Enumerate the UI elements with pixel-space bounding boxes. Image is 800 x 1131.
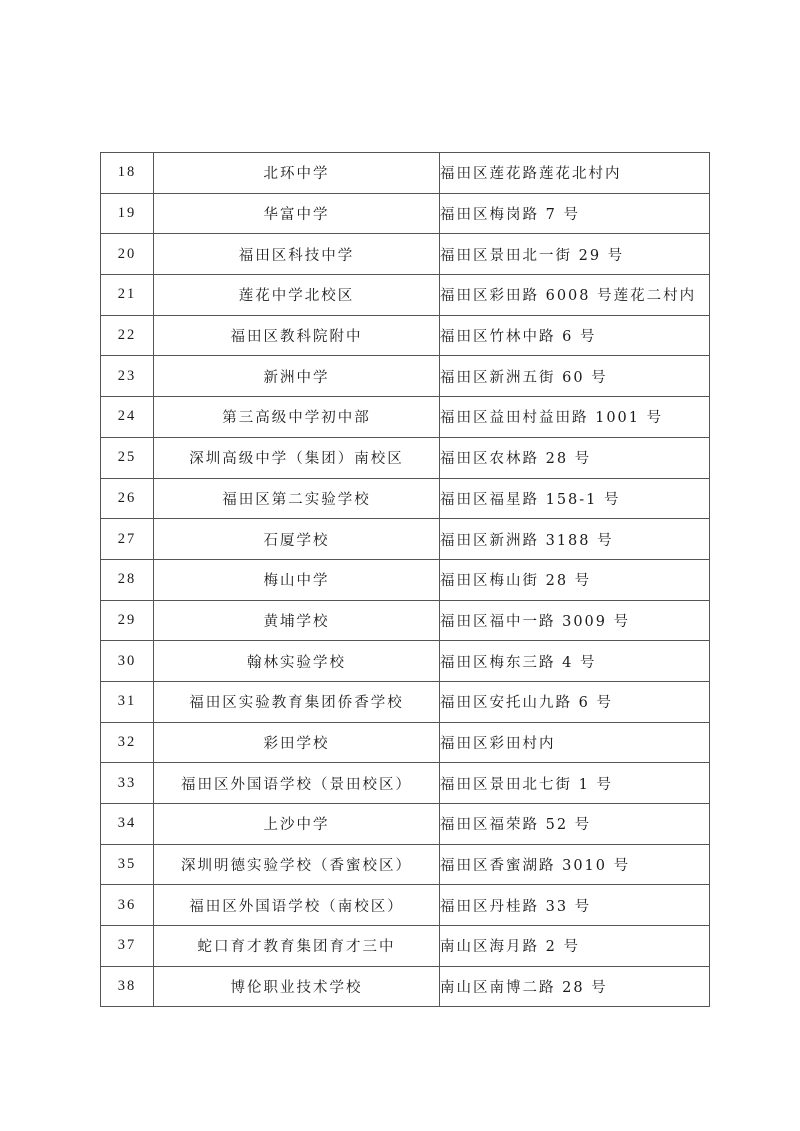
table-row — [101, 926, 710, 967]
school-name: 深圳高级中学（集团）南校区 — [154, 437, 440, 478]
school-name: 福田区外国语学校（景田校区） — [154, 763, 440, 804]
school-address: 福田区梅山街 28 号 — [440, 559, 710, 600]
table-row — [101, 478, 710, 519]
school-address: 福田区益田村益田路 1001 号 — [440, 397, 710, 438]
school-name: 新洲中学 — [154, 356, 440, 397]
school-address-table — [100, 152, 710, 1007]
table-row — [101, 722, 710, 763]
school-address: 福田区梅岗路 7 号 — [440, 193, 710, 234]
school-address: 福田区景田北一街 29 号 — [440, 234, 710, 275]
school-name: 翰林实验学校 — [154, 641, 440, 682]
table-row — [101, 763, 710, 804]
school-address: 南山区海月路 2 号 — [440, 926, 710, 967]
row-number: 23 — [101, 356, 154, 397]
row-number: 30 — [101, 641, 154, 682]
school-name: 梅山中学 — [154, 559, 440, 600]
table-row — [101, 153, 710, 194]
school-address: 福田区香蜜湖路 3010 号 — [440, 844, 710, 885]
school-address: 福田区竹林中路 6 号 — [440, 315, 710, 356]
school-name: 黄埔学校 — [154, 600, 440, 641]
row-number: 31 — [101, 681, 154, 722]
row-number: 26 — [101, 478, 154, 519]
table-row — [101, 681, 710, 722]
row-number: 20 — [101, 234, 154, 275]
table-row — [101, 193, 710, 234]
school-name: 蛇口育才教育集团育才三中 — [154, 926, 440, 967]
school-address: 福田区农林路 28 号 — [440, 437, 710, 478]
table-row — [101, 315, 710, 356]
school-name: 华富中学 — [154, 193, 440, 234]
row-number: 21 — [101, 275, 154, 316]
row-number: 19 — [101, 193, 154, 234]
table-row — [101, 966, 710, 1007]
table-row — [101, 275, 710, 316]
table-row — [101, 885, 710, 926]
school-address: 福田区梅东三路 4 号 — [440, 641, 710, 682]
row-number: 34 — [101, 804, 154, 845]
school-name: 上沙中学 — [154, 804, 440, 845]
school-address: 福田区彩田路 6008 号莲花二村内 — [440, 275, 710, 316]
school-name: 第三高级中学初中部 — [154, 397, 440, 438]
row-number: 36 — [101, 885, 154, 926]
school-address: 福田区新洲路 3188 号 — [440, 519, 710, 560]
table-body — [101, 153, 710, 1007]
table-row — [101, 559, 710, 600]
row-number: 35 — [101, 844, 154, 885]
school-address: 福田区丹桂路 33 号 — [440, 885, 710, 926]
table-row — [101, 437, 710, 478]
row-number: 38 — [101, 966, 154, 1007]
school-address: 福田区莲花路莲花北村内 — [440, 153, 710, 194]
row-number: 22 — [101, 315, 154, 356]
row-number: 32 — [101, 722, 154, 763]
table-row — [101, 641, 710, 682]
table-row — [101, 844, 710, 885]
row-number: 28 — [101, 559, 154, 600]
row-number: 27 — [101, 519, 154, 560]
school-address: 福田区安托山九路 6 号 — [440, 681, 710, 722]
school-address: 福田区景田北七街 1 号 — [440, 763, 710, 804]
school-name: 福田区实验教育集团侨香学校 — [154, 681, 440, 722]
row-number: 24 — [101, 397, 154, 438]
row-number: 29 — [101, 600, 154, 641]
row-number: 18 — [101, 153, 154, 194]
school-name: 彩田学校 — [154, 722, 440, 763]
school-name: 深圳明德实验学校（香蜜校区） — [154, 844, 440, 885]
table-row — [101, 234, 710, 275]
school-address: 南山区南博二路 28 号 — [440, 966, 710, 1007]
school-address: 福田区新洲五街 60 号 — [440, 356, 710, 397]
school-name: 福田区教科院附中 — [154, 315, 440, 356]
school-name: 石厦学校 — [154, 519, 440, 560]
school-name: 北环中学 — [154, 153, 440, 194]
school-address: 福田区福星路 158-1 号 — [440, 478, 710, 519]
table-row — [101, 397, 710, 438]
school-name: 福田区科技中学 — [154, 234, 440, 275]
row-number: 33 — [101, 763, 154, 804]
school-address: 福田区福中一路 3009 号 — [440, 600, 710, 641]
school-name: 福田区第二实验学校 — [154, 478, 440, 519]
school-name: 博伦职业技术学校 — [154, 966, 440, 1007]
school-address: 福田区福荣路 52 号 — [440, 804, 710, 845]
school-name: 莲花中学北校区 — [154, 275, 440, 316]
row-number: 25 — [101, 437, 154, 478]
table-row — [101, 600, 710, 641]
school-address: 福田区彩田村内 — [440, 722, 710, 763]
school-name: 福田区外国语学校（南校区） — [154, 885, 440, 926]
table-row — [101, 356, 710, 397]
table-row — [101, 804, 710, 845]
table-row — [101, 519, 710, 560]
row-number: 37 — [101, 926, 154, 967]
